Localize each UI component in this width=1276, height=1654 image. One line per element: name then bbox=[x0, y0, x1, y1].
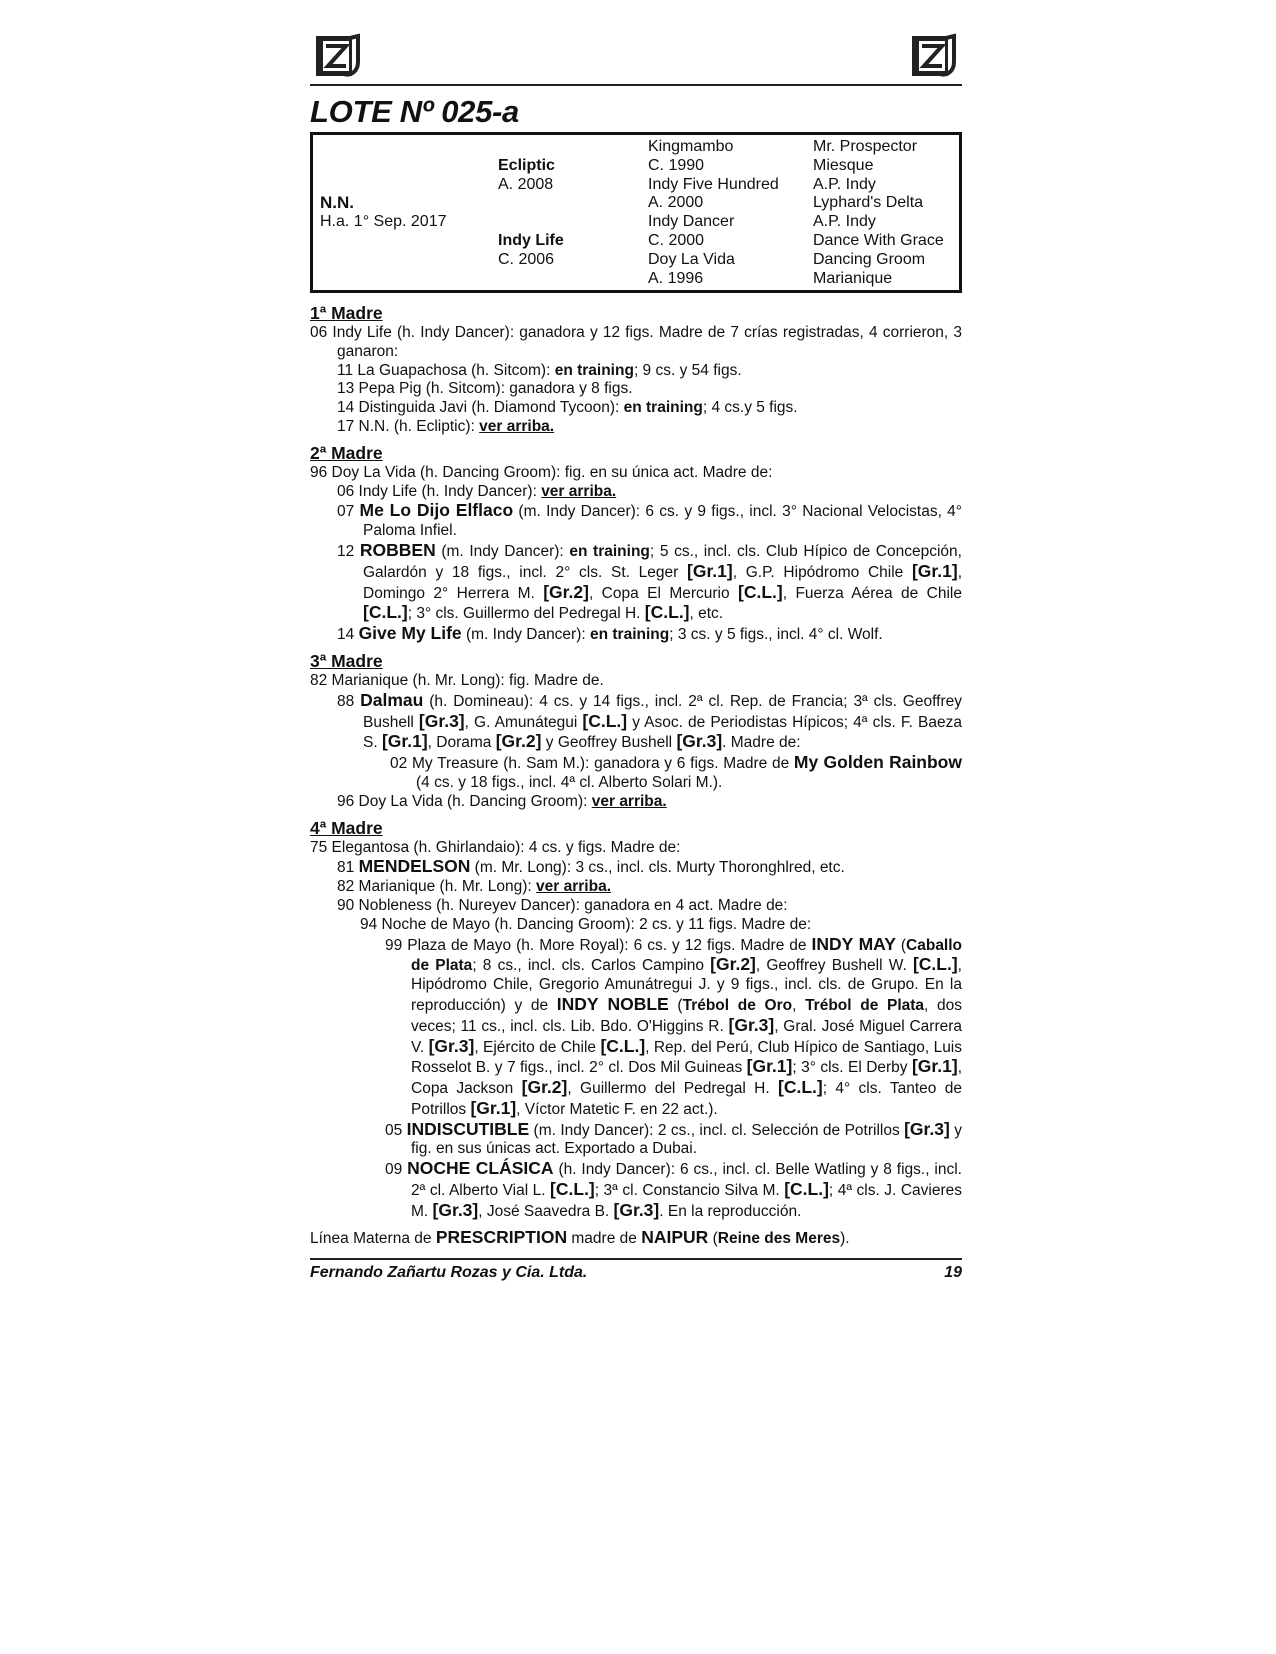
pedigree-cell bbox=[498, 194, 564, 213]
pedigree-cell: A.P. Indy bbox=[813, 213, 876, 231]
pedigree-table bbox=[310, 132, 962, 293]
pedigree-cell: Mr. Prospector bbox=[813, 138, 918, 155]
dam-name: Indy Life bbox=[498, 231, 564, 249]
sire-name: Ecliptic bbox=[498, 156, 555, 174]
entry-produce: 11 La Guapachosa (h. Sitcom): en training; 9 cs. y 54 figs. bbox=[337, 361, 742, 379]
entry-produce: 94 Noche de Mayo (h. Dancing Groom): 2 cs. y 11 figs. Madre de: bbox=[360, 915, 812, 933]
horse-name: N.N. bbox=[320, 193, 354, 213]
pedigree-column-4 bbox=[813, 138, 944, 288]
entry-produce: 99 Plaza de Mayo (h. More Royal): 6 cs. y 12 figs. Madre de INDY MAY (Caballo de Plata; 8 cs., incl. cls. Carlos Campino [Gr.2], Geoffrey Bushell W. [C.L.], Hipódromo Chile, Gregorio Amunátregui J. y 9 figs., incl. cls. de Grupo. En la reproducción) y de INDY NOBLE (Trébol de Oro, Trébol de Plata, dos veces; 11 cs., incl. cls. Lib. Bdo. O'Higgins R. [Gr.3], Gral. José Miguel Carrera V. [Gr.3], Ejército de Chile [C.L.], Rep. del Perú, Club Hípico de Santiago, Luis Rosselot B. y 7 figs., incl. 2° cl. Dos Mil Guineas [Gr.1]; 3° cls. El Derby [Gr.1], Copa Jackson [Gr.2], Guillermo del Pedregal H. [C.L.]; 4° cls. Tanteo de Potrillos [Gr.1], Víctor Matetic F. en 22 act.). bbox=[385, 933, 963, 1118]
entry-produce: 17 N.N. (h. Ecliptic): ver arriba. bbox=[337, 417, 555, 435]
entry-produce: 14 Distinguida Javi (h. Diamond Tycoon): en training; 4 cs.y 5 figs. bbox=[337, 399, 798, 417]
pedigree-cell: Marianique bbox=[813, 269, 893, 287]
see-above-link: ver arriba. bbox=[536, 878, 611, 896]
entry-dam: 75 Elegantosa (h. Ghirlandaio): 4 cs. y figs. Madre de: bbox=[310, 838, 681, 856]
pedigree-cell: Doy La Vida bbox=[648, 250, 735, 268]
entry-produce: 09 NOCHE CLÁSICA (h. Indy Dancer): 6 cs., incl. cl. Belle Watling y 8 figs., incl. 2ª cl. Alberto Vial L. [C.L.]; 3ª cl. Constancio Silva M. [C.L.]; 4ª cls. J. Cavieres M. [Gr.3], José Saavedra B. [Gr.3]. En la reproducción. bbox=[385, 1158, 962, 1220]
pedigree-cell: Dancing Groom bbox=[813, 250, 926, 268]
maternal-line-note: Línea Materna de PRESCRIPTION madre de NAIPUR (Reine des Meres). bbox=[310, 1226, 850, 1247]
footer-company: Fernando Zañartu Rozas y Cia. Ltda. bbox=[310, 1264, 588, 1282]
page-number: 19 bbox=[944, 1264, 962, 1282]
page-footer bbox=[310, 1258, 962, 1282]
pedigree-column-3 bbox=[648, 138, 779, 288]
see-above-link: ver arriba. bbox=[479, 417, 555, 435]
section-heading: 1ª Madre bbox=[310, 303, 383, 323]
entry-produce: 13 Pepa Pig (h. Sitcom): ganadora y 8 figs. bbox=[337, 380, 633, 398]
dam-year: C. 2006 bbox=[498, 250, 555, 268]
pedigree-cell: C. 1990 bbox=[648, 156, 705, 174]
entry-produce: 06 Indy Life (h. Indy Dancer): ver arriba. bbox=[337, 482, 617, 500]
pedigree-cell: Lyphard's Delta bbox=[813, 194, 924, 212]
pedigree-cell: Indy Five Hundred bbox=[648, 175, 779, 193]
catalog-page bbox=[310, 30, 962, 1282]
page-header bbox=[310, 30, 962, 86]
pedigree-cell: A.P. Indy bbox=[813, 175, 876, 193]
section-heading: 4ª Madre bbox=[310, 817, 383, 838]
pedigree-cell bbox=[498, 138, 564, 157]
sire-year: A. 2008 bbox=[498, 175, 554, 193]
entry-produce: 14 Give My Life (m. Indy Dancer): en training; 3 cs. y 5 figs., incl. 4° cl. Wolf. bbox=[337, 623, 883, 644]
pedigree-cell: Kingmambo bbox=[648, 138, 734, 155]
horse-birth: H.a. 1° Sep. 2017 bbox=[320, 213, 447, 231]
entry-produce: 88 Dalmau (h. Domineau): 4 cs. y 14 figs., incl. 2ª cl. Rep. de Francia; 3ª cls. Geoffrey Bushell [Gr.3], G. Amunátegui [C.L.] y Asoc. de Periodistas Hípicos; 4ª cls. F. Baeza S. [Gr.1], Dorama [Gr.2] y Geoffrey Bushell [Gr.3]. Madre de: bbox=[337, 689, 962, 752]
entry-produce: 81 MENDELSON (m. Mr. Long): 3 cs., incl. cls. Murty Thoronghlred, etc. bbox=[337, 856, 845, 877]
pedigree-cell bbox=[320, 138, 446, 157]
pedigree-column-2 bbox=[498, 138, 564, 270]
see-above-link: ver arriba. bbox=[541, 482, 617, 500]
entry-produce: 02 My Treasure (h. Sam M.): ganadora y 6 figs. Madre de My Golden Rainbow (4 cs. y 18 figs., incl. 4ª cl. Alberto Solari M.). bbox=[390, 752, 962, 791]
pedigree-cell: Dance With Grace bbox=[813, 231, 944, 249]
page-title: LOTE Nº 025-a bbox=[310, 94, 519, 129]
pedigree-cell: A. 1996 bbox=[648, 269, 704, 287]
pedigree-cell: Miesque bbox=[813, 156, 874, 174]
pedigree-column-1 bbox=[320, 138, 446, 232]
entry-dam: 96 Doy La Vida (h. Dancing Groom): fig. en su única act. Madre de: bbox=[310, 463, 773, 481]
entry-produce: 82 Marianique (h. Mr. Long): ver arriba. bbox=[337, 878, 611, 896]
see-above-link: ver arriba. bbox=[591, 792, 667, 810]
entry-produce: 90 Nobleness (h. Nureyev Dancer): ganadora en 4 act. Madre de: bbox=[337, 896, 788, 914]
family-notes bbox=[310, 303, 962, 1248]
pedigree-cell: C. 2000 bbox=[648, 231, 705, 249]
section-heading: 3ª Madre bbox=[310, 650, 383, 671]
pedigree-cell bbox=[498, 213, 564, 232]
section-heading: 2ª Madre bbox=[310, 442, 383, 463]
entry-produce: 07 Me Lo Dijo Elflaco (m. Indy Dancer): 6 cs. y 9 figs., incl. 3° Nacional Velocistas, 4° Paloma Infiel. bbox=[337, 500, 962, 540]
logo-icon bbox=[910, 32, 958, 80]
pedigree-cell: Indy Dancer bbox=[648, 213, 735, 231]
entry-produce: 05 INDISCUTIBLE (m. Indy Dancer): 2 cs., incl. cl. Selección de Potrillos [Gr.3] y fig. en sus únicas act. Exportado a Dubai. bbox=[385, 1118, 962, 1158]
logo-icon bbox=[314, 32, 362, 80]
pedigree-cell bbox=[320, 157, 446, 176]
entry-produce: 96 Doy La Vida (h. Dancing Groom): ver arriba. bbox=[337, 792, 667, 810]
pedigree-cell bbox=[320, 176, 446, 195]
entry-produce: 12 ROBBEN (m. Indy Dancer): en training; 5 cs., incl. cls. Club Hípico de Concepción, Galardón y 18 figs., incl. 2° cls. St. Leger [Gr.1], G.P. Hipódromo Chile [Gr.1], Domingo 2° Herrera M. [Gr.2], Copa El Mercurio [C.L.], Fuerza Aérea de Chile [C.L.]; 3° cls. Guillermo del Pedregal H. [C.L.], etc. bbox=[337, 539, 962, 623]
entry-dam: 82 Marianique (h. Mr. Long): fig. Madre de. bbox=[310, 671, 604, 689]
pedigree-cell: A. 2000 bbox=[648, 194, 704, 212]
entry-dam: 06 Indy Life (h. Indy Dancer): ganadora y 12 figs. Madre de 7 crías registradas, 4 corrieron, 3 ganaron: bbox=[310, 324, 962, 360]
